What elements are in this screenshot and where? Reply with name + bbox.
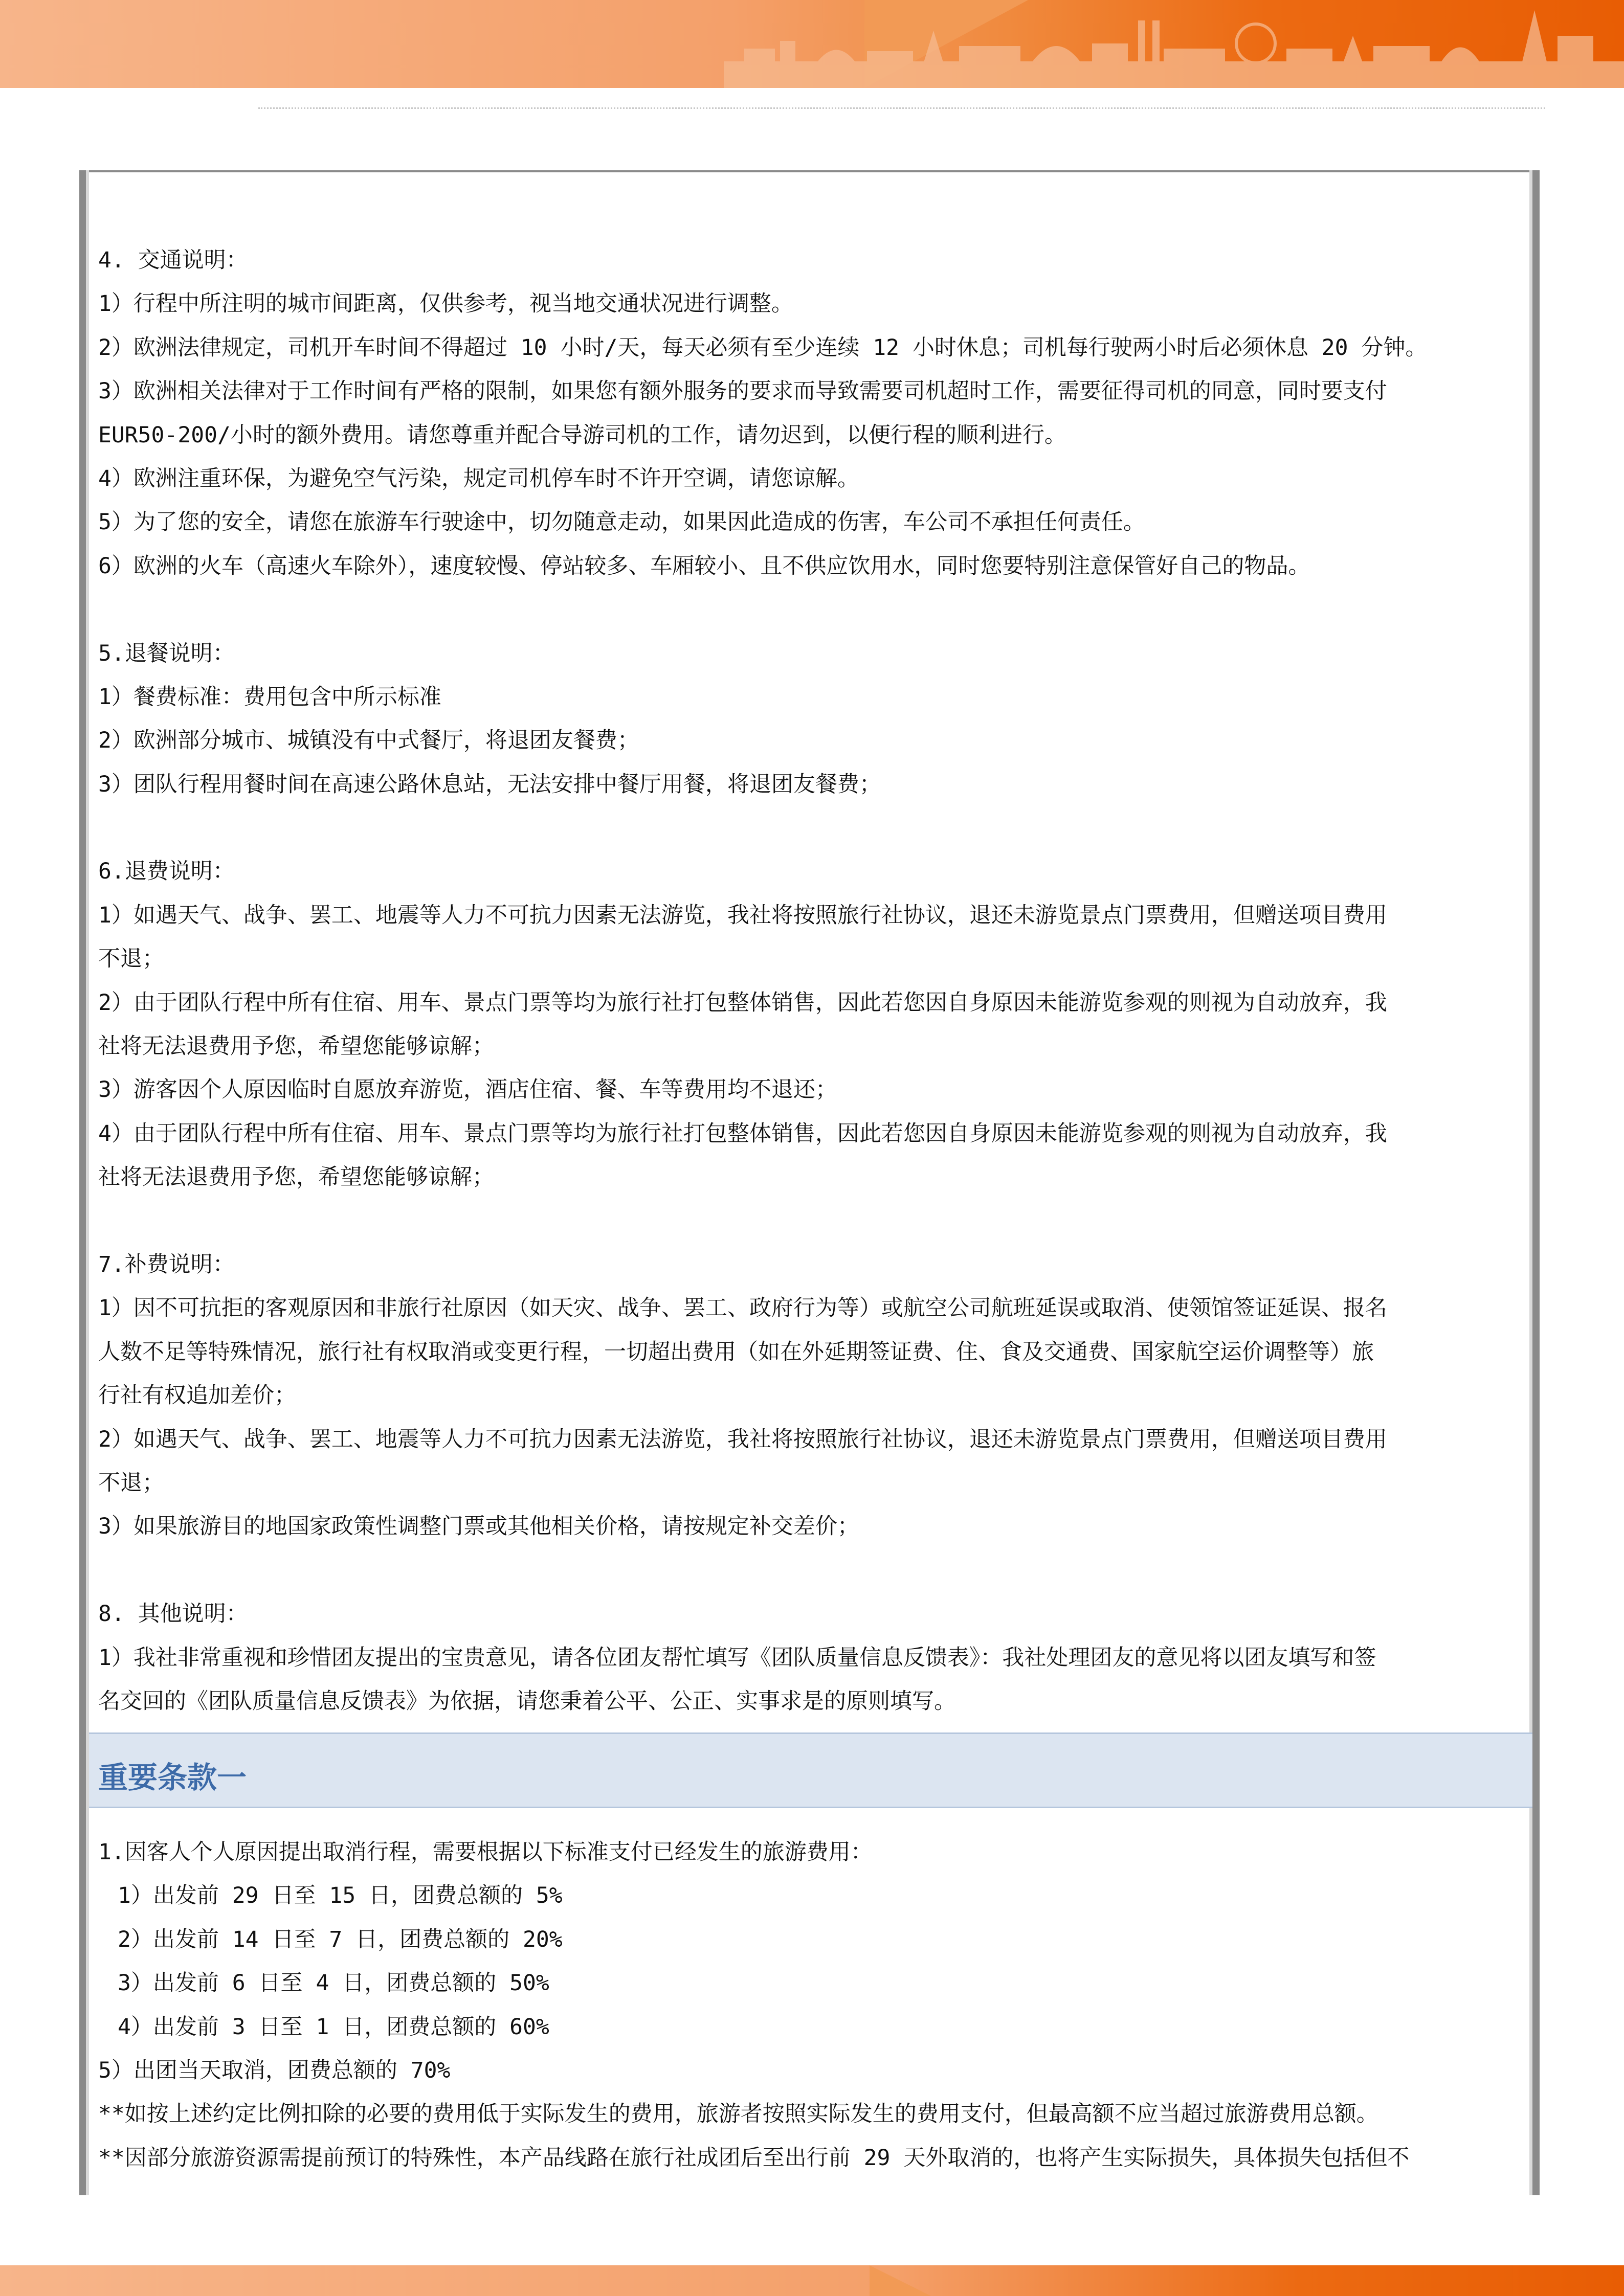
city-skyline-icon <box>703 0 1624 88</box>
terms-note: **如按上述约定比例扣除的必要的费用低于实际发生的费用，旅游者按照实际发生的费用支付，但最高额不应当超过旅游费用总额。 <box>98 2101 1378 2127</box>
list-item: 人数不足等特殊情况，旅行社有权取消或变更行程，一切超出费用（如在外延期签证费、住、食及交通费、国家航空运价调整等）旅 <box>98 1339 1374 1365</box>
terms-intro: 1.因客人个人原因提出取消行程，需要根据以下标准支付已经发生的旅游费用： <box>98 1839 873 1865</box>
list-item: 2）欧洲部分城市、城镇没有中式餐厅，将退团友餐费； <box>98 728 639 754</box>
list-item: 2）由于团队行程中所有住宿、用车、景点门票等均为旅行社打包整体销售，因此若您因自身原因未能游览参观的则视为自动放弃，我 <box>98 989 1387 1016</box>
list-item: 社将无法退费用予您，希望您能够谅解； <box>98 1033 494 1060</box>
list-item: 2）出发前 14 日至 7 日，团费总额的 20% <box>118 1926 563 1952</box>
list-item: 5）为了您的安全，请您在旅游车行驶途中，切勿随意走动，如果因此造成的伤害，车公司不承担任何责任。 <box>98 509 1145 535</box>
list-item: 3）游客因个人原因临时自愿放弃游览，酒店住宿、餐、车等费用均不退还； <box>98 1077 837 1103</box>
list-item: 2）欧洲法律规定，司机开车时间不得超过 10 小时/天，每天必须有至少连续 12 小时休息；司机每行驶两小时后必须休息 20 分钟。 <box>98 334 1428 361</box>
important-terms-header <box>89 1732 1532 1808</box>
list-item: 行社有权追加差价； <box>98 1383 296 1409</box>
list-item: 社将无法退费用予您，希望您能够谅解； <box>98 1164 494 1190</box>
section-heading: 重要条款一 <box>98 1760 247 1795</box>
list-item: 1）餐费标准：费用包含中所示标准 <box>98 684 441 710</box>
list-item: EUR50-200/小时的额外费用。请您尊重并配合导游司机的工作，请勿迟到，以便行程的顺利进行。 <box>98 422 1066 448</box>
section-title: 4. 交通说明： <box>98 247 248 273</box>
section-title: 8. 其他说明： <box>98 1601 248 1627</box>
frame-inner-left <box>86 170 89 2195</box>
list-item: 1）如遇天气、战争、罢工、地震等人力不可抗力因素无法游览，我社将按照旅行社协议，退还未游览景点门票费用，但赠送项目费用 <box>98 902 1387 928</box>
terms-note: **因部分旅游资源需提前预订的特殊性，本产品线路在旅行社成团后至出行前 29 天外取消的，也将产生实际损失，具体损失包括但不 <box>98 2145 1410 2171</box>
list-item: 3）如果旅游目的地国家政策性调整门票或其他相关价格，请按规定补交差价； <box>98 1514 859 1540</box>
list-item: 5）出团当天取消，团费总额的 70% <box>98 2057 451 2083</box>
bottom-banner <box>0 2265 1624 2296</box>
list-item: 名交回的《团队质量信息反馈表》为依据，请您秉着公平、公正、实事求是的原则填写。 <box>98 1688 956 1714</box>
section-title: 7.补费说明： <box>98 1251 235 1277</box>
list-item: 1）我社非常重视和珍惜团友提出的宝贵意见，请各位团友帮忙填写《团队质量信息反馈表》：我社处理团友的意见将以团友填写和签 <box>98 1645 1376 1671</box>
list-item: 6）欧洲的火车（高速火车除外），速度较慢、停站较多、车厢较小、且不供应饮用水，同时您要特别注意保管好自己的物品。 <box>98 553 1310 579</box>
banner-accent <box>870 2265 931 2296</box>
list-item: 1）因不可抗拒的客观原因和非旅行社原因（如天灾、战争、罢工、政府行为等）或航空公司航班延误或取消、使领馆签证延误、报名 <box>98 1295 1387 1321</box>
list-item: 4）欧洲注重环保，为避免空气污染，规定司机停车时不许开空调，请您谅解。 <box>98 465 859 491</box>
list-item: 3）出发前 6 日至 4 日，团费总额的 50% <box>118 1970 549 1996</box>
list-item: 不退； <box>98 946 164 972</box>
section-title: 6.退费说明： <box>98 859 235 885</box>
list-item: 3）欧洲相关法律对于工作时间有严格的限制，如果您有额外服务的要求而导致需要司机超时工作，需要征得司机的同意，同时要支付 <box>98 378 1387 404</box>
list-item: 2）如遇天气、战争、罢工、地震等人力不可抗力因素无法游览，我社将按照旅行社协议，退还未游览景点门票费用，但赠送项目费用 <box>98 1426 1387 1452</box>
list-item: 4）由于团队行程中所有住宿、用车、景点门票等均为旅行社打包整体销售，因此若您因自身原因未能游览参观的则视为自动放弃，我 <box>98 1120 1387 1146</box>
list-item: 4）出发前 3 日至 1 日，团费总额的 60% <box>118 2014 549 2040</box>
list-item: 不退； <box>98 1470 164 1496</box>
top-banner <box>0 0 1624 88</box>
list-item: 1）出发前 29 日至 15 日，团费总额的 5% <box>118 1883 563 1909</box>
section-title: 5.退餐说明： <box>98 640 235 666</box>
list-item: 3）团队行程用餐时间在高速公路休息站，无法安排中餐厅用餐，将退团友餐费； <box>98 771 881 797</box>
header-rule <box>258 107 1545 109</box>
notes-content <box>98 239 1530 1723</box>
list-item: 1）行程中所注明的城市间距离，仅供参考，视当地交通状况进行调整。 <box>98 291 793 317</box>
terms-content <box>98 1831 1530 2180</box>
